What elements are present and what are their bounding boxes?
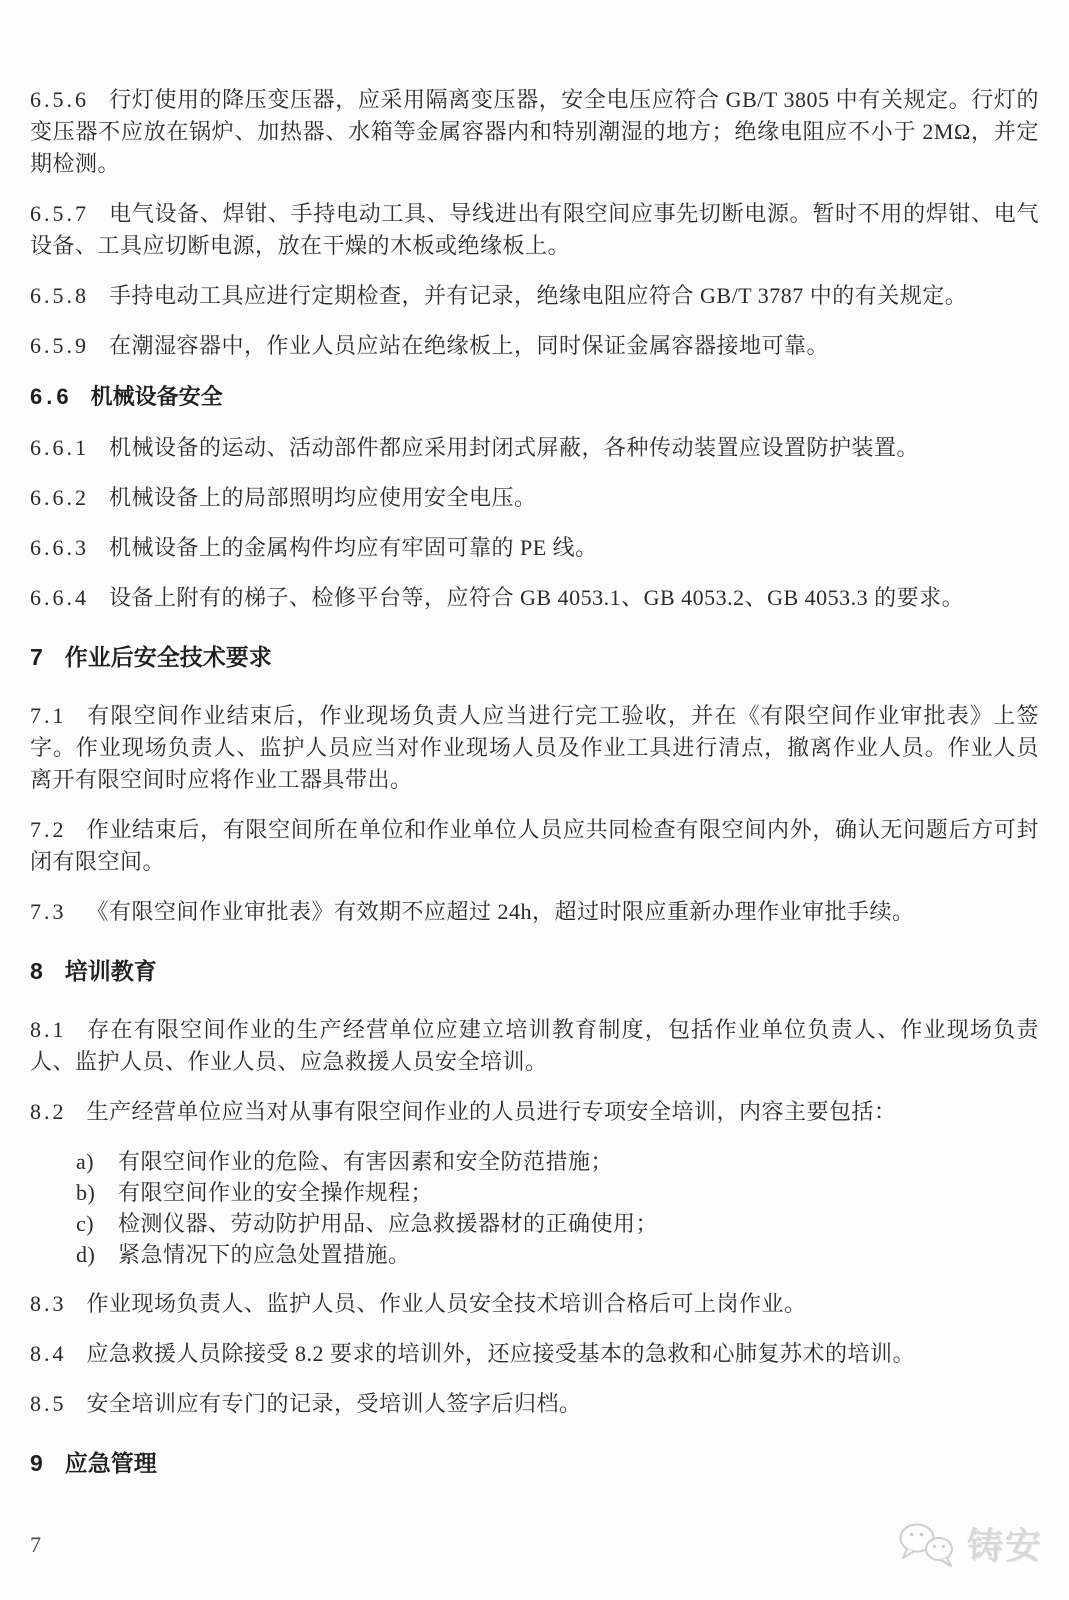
section-text: 作业现场负责人、监护人员、作业人员安全技术培训合格后可上岗作业。 [86,1291,807,1316]
section-text: 应急救援人员除接受 8.2 要求的培训外，还应接受基本的急救和心肺复苏术的培训。 [86,1341,916,1366]
para-8-4 [30,1338,1039,1370]
section-text: 设备上附有的梯子、检修平台等，应符合 GB 4053.1、GB 4053.2、GB 4053.3 的要求。 [109,585,965,610]
section-number: 7.2 [30,817,67,842]
heading-number: 7 [30,644,47,670]
section-number: 6.6.3 [30,535,89,560]
section-text: 手持电动工具应进行定期检查，并有记录，绝缘电阻应符合 GB/T 3787 中的有关规定。 [109,283,968,308]
list-marker: d) [76,1242,96,1267]
section-number: 6.5.7 [30,201,89,226]
heading-number: 6.6 [30,384,73,409]
para-8-5 [30,1388,1039,1420]
heading-6-6 [30,380,1039,414]
para-8-1 [30,1014,1039,1078]
section-text: 电气设备、焊钳、手持电动工具、导线进出有限空间应事先切断电源。暂时不用的焊钳、电气设备、工具应切断电源，放在干燥的木板或绝缘板上。 [30,201,1039,258]
para-6-6-3 [30,532,1039,564]
section-number: 7.3 [30,899,67,924]
list-text: 有限空间作业的危险、有害因素和安全防范措施； [118,1149,614,1174]
heading-7 [30,640,1039,674]
watermark [895,1518,1043,1569]
heading-text: 作业后安全技术要求 [64,644,272,670]
list-item-d [30,1239,1039,1270]
section-number: 7.1 [30,703,67,728]
heading-text: 机械设备安全 [90,384,223,409]
section-number: 6.6.4 [30,585,89,610]
section-number: 6.6.2 [30,485,89,510]
heading-text: 培训教育 [64,958,157,984]
list-item-a [30,1146,1039,1177]
page-number: 7 [30,1532,41,1557]
heading-text: 应急管理 [64,1450,157,1476]
para-6-6-4 [30,582,1039,614]
section-number: 8.3 [30,1291,67,1316]
section-number: 6.5.6 [30,87,89,112]
section-text: 《有限空间作业审批表》有效期不应超过 24h，超过时限应重新办理作业审批手续。 [86,899,915,924]
section-text: 行灯使用的降压变压器，应采用隔离变压器，安全电压应符合 GB/T 3805 中有关规定。行灯的变压器不应放在锅炉、加热器、水箱等金属容器内和特别潮湿的地方；绝缘电阻应不小于 2MΩ，并定期检测。 [30,87,1039,176]
heading-8 [30,954,1039,988]
section-text: 机械设备上的金属构件均应有牢固可靠的 PE 线。 [109,535,598,560]
heading-number: 9 [30,1450,47,1476]
section-number: 8.4 [30,1341,67,1366]
training-content-list [30,1146,1039,1270]
para-8-3 [30,1288,1039,1320]
para-6-6-1 [30,432,1039,464]
section-number: 6.5.9 [30,333,89,358]
section-number: 6.5.8 [30,283,89,308]
list-text: 紧急情况下的应急处置措施。 [118,1242,411,1267]
watermark-label: 铸安 [966,1525,1043,1566]
list-item-b [30,1177,1039,1208]
section-number: 8.2 [30,1099,67,1124]
heading-9 [30,1446,1039,1480]
list-text: 检测仪器、劳动防护用品、应急救援器材的正确使用； [118,1211,659,1236]
para-6-5-6 [30,84,1039,180]
para-8-2 [30,1096,1039,1128]
section-text: 存在有限空间作业的生产经营单位应建立培训教育制度，包括作业单位负责人、作业现场负责人、监护人员、作业人员、应急救援人员安全培训。 [30,1017,1039,1074]
para-7-2 [30,814,1039,878]
para-6-6-2 [30,482,1039,514]
section-text: 生产经营单位应当对从事有限空间作业的人员进行专项安全培训，内容主要包括： [86,1099,897,1124]
list-item-c [30,1208,1039,1239]
list-marker: b) [76,1180,96,1205]
heading-number: 8 [30,958,47,984]
section-text: 有限空间作业结束后，作业现场负责人应当进行完工验收，并在《有限空间作业审批表》上签字。作业现场负责人、监护人员应当对作业现场人员及作业工具进行清点，撤离作业人员。作业人员离开有限空间时应将作业工器具带出。 [30,703,1039,792]
wechat-icon [895,1520,957,1568]
para-6-5-8 [30,280,1039,312]
list-marker: a) [76,1149,95,1174]
section-number: 8.5 [30,1391,67,1416]
section-number: 6.6.1 [30,435,89,460]
list-text: 有限空间作业的安全操作规程； [118,1180,434,1205]
para-6-5-7 [30,198,1039,262]
section-text: 机械设备上的局部照明均应使用安全电压。 [109,485,537,510]
list-marker: c) [76,1211,95,1236]
section-text: 在潮湿容器中，作业人员应站在绝缘板上，同时保证金属容器接地可靠。 [109,333,830,358]
section-text: 作业结束后，有限空间所在单位和作业单位人员应共同检查有限空间内外，确认无问题后方可封闭有限空间。 [30,817,1039,874]
section-text: 安全培训应有专门的记录，受培训人签字后归档。 [86,1391,582,1416]
section-text: 机械设备的运动、活动部件都应采用封闭式屏蔽，各种传动装置应设置防护装置。 [109,435,920,460]
para-7-3 [30,896,1039,928]
para-6-5-9 [30,330,1039,362]
section-number: 8.1 [30,1017,67,1042]
para-7-1 [30,700,1039,796]
